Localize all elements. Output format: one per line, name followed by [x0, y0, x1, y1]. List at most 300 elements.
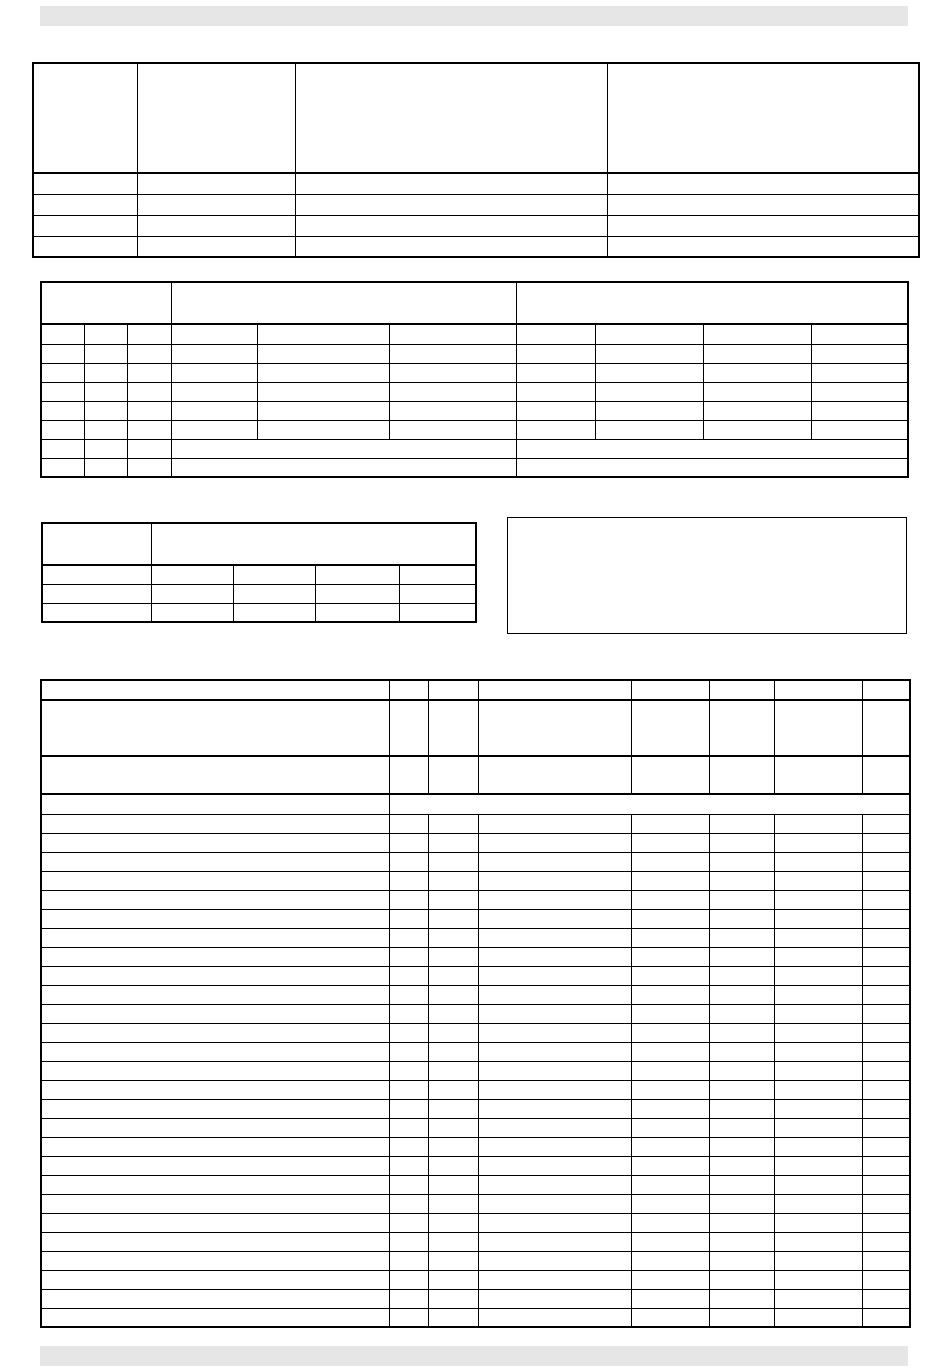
- detail-row-cell: [428, 1042, 478, 1061]
- detail-row-cell: [709, 1061, 774, 1080]
- detail-row-cell: [774, 985, 862, 1004]
- detail-row-cell: [41, 833, 389, 852]
- detail-row-cell: [41, 1251, 389, 1270]
- schedule-merged-row-cell: [171, 458, 516, 477]
- summary-subheader-row-cell: [233, 565, 315, 584]
- detail-row-cell: [709, 1213, 774, 1232]
- schedule-group-header: [171, 282, 516, 324]
- summary-group-header: [151, 523, 476, 565]
- detail-row-cell: [709, 871, 774, 890]
- detail-row-cell: [631, 890, 709, 909]
- detail-row-cell: [774, 909, 862, 928]
- detail-row-cell: [41, 1118, 389, 1137]
- info-row-cell: [33, 194, 137, 215]
- detail-row-cell: [862, 1004, 910, 1023]
- detail-row-cell: [41, 1156, 389, 1175]
- schedule-row-cell: [595, 420, 703, 439]
- schedule-row: [41, 344, 908, 363]
- detail-row-cell: [774, 1080, 862, 1099]
- detail-header-row-cell: [774, 700, 862, 756]
- detail-row: [41, 928, 910, 947]
- schedule-row-cell: [811, 382, 908, 401]
- detail-row: [41, 1213, 910, 1232]
- detail-row-cell: [428, 1156, 478, 1175]
- detail-row: [41, 1194, 910, 1213]
- detail-row-cell: [478, 1004, 631, 1023]
- detail-row-cell: [389, 1175, 428, 1194]
- schedule-subheader-row: [41, 324, 908, 344]
- info-header-cell: [607, 63, 919, 173]
- info-row-cell: [33, 236, 137, 257]
- detail-row-cell: [774, 1156, 862, 1175]
- schedule-row-cell: [257, 344, 389, 363]
- detail-row-cell: [774, 1213, 862, 1232]
- detail-row-cell: [389, 1213, 428, 1232]
- detail-row-cell: [41, 1080, 389, 1099]
- schedule-row-cell: [84, 420, 127, 439]
- schedule-row: [41, 420, 908, 439]
- info-row-cell: [607, 173, 919, 194]
- detail-section-row-cell: [41, 794, 389, 814]
- detail-row-cell: [774, 890, 862, 909]
- detail-row-cell: [41, 909, 389, 928]
- detail-row-cell: [862, 1194, 910, 1213]
- detail-row-cell: [478, 1213, 631, 1232]
- detail-row-cell: [631, 1023, 709, 1042]
- detail-row-cell: [774, 833, 862, 852]
- detail-row-cell: [862, 890, 910, 909]
- detail-row-cell: [631, 1118, 709, 1137]
- detail-row-cell: [41, 1023, 389, 1042]
- detail-row: [41, 1137, 910, 1156]
- detail-row-cell: [709, 1023, 774, 1042]
- detail-row-cell: [428, 833, 478, 852]
- schedule-row-cell: [595, 401, 703, 420]
- detail-row-cell: [709, 1156, 774, 1175]
- detail-row-cell: [478, 1270, 631, 1289]
- detail-row-cell: [428, 1099, 478, 1118]
- schedule-subheader-row-cell: [127, 324, 171, 344]
- schedule-row-cell: [703, 363, 811, 382]
- detail-row-cell: [428, 985, 478, 1004]
- info-row-cell: [137, 194, 295, 215]
- detail-row-cell: [631, 1099, 709, 1118]
- schedule-row-cell: [171, 420, 257, 439]
- detail-row-cell: [428, 947, 478, 966]
- detail-row-cell: [774, 1251, 862, 1270]
- detail-row-cell: [428, 1023, 478, 1042]
- detail-row-cell: [478, 1308, 631, 1327]
- schedule-row-cell: [703, 344, 811, 363]
- detail-row-cell: [862, 1061, 910, 1080]
- detail-header-row-cell: [774, 680, 862, 700]
- detail-row-cell: [389, 1251, 428, 1270]
- schedule-row-cell: [257, 363, 389, 382]
- detail-row-cell: [389, 1289, 428, 1308]
- detail-row-cell: [389, 1308, 428, 1327]
- detail-row-cell: [709, 1251, 774, 1270]
- detail-row-cell: [631, 1194, 709, 1213]
- detail-row-cell: [862, 1023, 910, 1042]
- remarks-box: [507, 517, 907, 634]
- detail-header-row: [41, 700, 910, 756]
- schedule-row-cell: [127, 420, 171, 439]
- detail-section-row: [41, 794, 910, 814]
- detail-row-cell: [774, 966, 862, 985]
- detail-row-cell: [709, 1099, 774, 1118]
- detail-row-cell: [41, 852, 389, 871]
- summary-row-cell: [151, 603, 233, 622]
- detail-row-cell: [631, 985, 709, 1004]
- detail-row-cell: [862, 1137, 910, 1156]
- detail-row-cell: [389, 833, 428, 852]
- detail-row-cell: [631, 1232, 709, 1251]
- detail-header-row-cell: [862, 680, 910, 700]
- summary-subheader-row: [42, 565, 476, 584]
- schedule-row-cell: [516, 344, 595, 363]
- summary-row-cell: [399, 584, 476, 603]
- detail-row-cell: [389, 928, 428, 947]
- detail-row-cell: [774, 947, 862, 966]
- detail-row-cell: [478, 1175, 631, 1194]
- detail-row-cell: [389, 814, 428, 833]
- schedule-row-cell: [811, 401, 908, 420]
- schedule-row-cell: [171, 382, 257, 401]
- info-header-cell: [33, 63, 137, 173]
- detail-row-cell: [428, 890, 478, 909]
- detail-row-cell: [478, 928, 631, 947]
- detail-row-cell: [631, 852, 709, 871]
- detail-row-cell: [428, 909, 478, 928]
- detail-row-cell: [41, 814, 389, 833]
- detail-row-cell: [631, 1289, 709, 1308]
- summary-row-cell: [315, 603, 399, 622]
- detail-row-cell: [862, 1270, 910, 1289]
- detail-header-row-cell: [428, 756, 478, 794]
- detail-row-cell: [774, 1232, 862, 1251]
- detail-row-cell: [389, 1080, 428, 1099]
- detail-row-cell: [709, 985, 774, 1004]
- detail-row-cell: [709, 1137, 774, 1156]
- detail-row-cell: [774, 1289, 862, 1308]
- detail-row-cell: [709, 1194, 774, 1213]
- detail-row-cell: [774, 1137, 862, 1156]
- detail-row-cell: [428, 1137, 478, 1156]
- summary-table: [41, 522, 477, 623]
- detail-row-cell: [41, 947, 389, 966]
- detail-row: [41, 890, 910, 909]
- detail-header-row-cell: [631, 680, 709, 700]
- schedule-row-cell: [811, 420, 908, 439]
- detail-row-cell: [428, 1232, 478, 1251]
- schedule-row-cell: [811, 344, 908, 363]
- schedule-row-cell: [84, 401, 127, 420]
- detail-row: [41, 1308, 910, 1327]
- detail-row-cell: [428, 1061, 478, 1080]
- info-row: [33, 236, 919, 257]
- detail-row-cell: [774, 871, 862, 890]
- detail-row-cell: [478, 947, 631, 966]
- detail-row-cell: [478, 1042, 631, 1061]
- schedule-row-cell: [84, 382, 127, 401]
- detail-header-row-cell: [709, 700, 774, 756]
- schedule-row-cell: [703, 401, 811, 420]
- info-row: [33, 215, 919, 236]
- detail-header-row-cell: [428, 680, 478, 700]
- detail-row-cell: [709, 909, 774, 928]
- detail-row-cell: [478, 1156, 631, 1175]
- detail-row-cell: [389, 947, 428, 966]
- detail-row-cell: [389, 909, 428, 928]
- detail-row: [41, 833, 910, 852]
- schedule-row: [41, 382, 908, 401]
- summary-group-header: [42, 523, 151, 565]
- detail-row: [41, 1289, 910, 1308]
- detail-row-cell: [709, 814, 774, 833]
- detail-row-cell: [428, 1004, 478, 1023]
- detail-row-cell: [631, 1080, 709, 1099]
- detail-row-cell: [41, 1194, 389, 1213]
- detail-row-cell: [389, 1099, 428, 1118]
- detail-row-cell: [862, 985, 910, 1004]
- detail-row-cell: [862, 1099, 910, 1118]
- info-row-cell: [137, 215, 295, 236]
- info-row-cell: [607, 215, 919, 236]
- detail-row-cell: [631, 1270, 709, 1289]
- schedule-subheader-row-cell: [703, 324, 811, 344]
- detail-row-cell: [41, 871, 389, 890]
- schedule-subheader-row-cell: [171, 324, 257, 344]
- info-row-cell: [607, 236, 919, 257]
- summary-row-cell: [233, 603, 315, 622]
- schedule-row-cell: [127, 382, 171, 401]
- detail-header-row-cell: [478, 756, 631, 794]
- schedule-merged-row-cell: [516, 458, 908, 477]
- detail-row-cell: [428, 1194, 478, 1213]
- detail-row-cell: [709, 1270, 774, 1289]
- detail-row-cell: [428, 1289, 478, 1308]
- detail-row-cell: [428, 1080, 478, 1099]
- schedule-row-cell: [389, 420, 516, 439]
- summary-row-cell: [151, 584, 233, 603]
- detail-row-cell: [709, 890, 774, 909]
- detail-header-row-cell: [41, 756, 389, 794]
- detail-row: [41, 966, 910, 985]
- detail-row-cell: [862, 1175, 910, 1194]
- schedule-row-cell: [41, 344, 84, 363]
- detail-row-cell: [389, 966, 428, 985]
- detail-row-cell: [389, 1023, 428, 1042]
- detail-row-cell: [709, 928, 774, 947]
- detail-row: [41, 1156, 910, 1175]
- detail-row-cell: [631, 1251, 709, 1270]
- info-row-cell: [33, 215, 137, 236]
- detail-row-cell: [631, 947, 709, 966]
- info-header-cell: [137, 63, 295, 173]
- detail-row: [41, 909, 910, 928]
- detail-row-cell: [478, 833, 631, 852]
- detail-row-cell: [478, 1080, 631, 1099]
- detail-row-cell: [478, 966, 631, 985]
- detail-table: [40, 679, 911, 1328]
- detail-header-row-cell: [389, 700, 428, 756]
- detail-row-cell: [709, 833, 774, 852]
- schedule-merged-row-cell: [41, 439, 84, 458]
- summary-row-cell: [315, 584, 399, 603]
- schedule-merged-row-cell: [84, 439, 127, 458]
- detail-row-cell: [389, 1194, 428, 1213]
- summary-row: [42, 603, 476, 622]
- detail-row-cell: [774, 1061, 862, 1080]
- detail-row-cell: [631, 1004, 709, 1023]
- detail-row-cell: [631, 1042, 709, 1061]
- detail-row-cell: [631, 928, 709, 947]
- detail-row-cell: [41, 1232, 389, 1251]
- schedule-subheader-row-cell: [257, 324, 389, 344]
- detail-row-cell: [389, 871, 428, 890]
- detail-row-cell: [428, 1213, 478, 1232]
- detail-row-cell: [631, 1061, 709, 1080]
- schedule-row-cell: [389, 382, 516, 401]
- detail-header-row-cell: [41, 680, 389, 700]
- detail-row: [41, 871, 910, 890]
- schedule-row-cell: [127, 344, 171, 363]
- detail-header-row: [41, 680, 910, 700]
- info-row-cell: [295, 194, 607, 215]
- detail-row-cell: [478, 890, 631, 909]
- detail-row-cell: [428, 1308, 478, 1327]
- detail-row-cell: [389, 1042, 428, 1061]
- detail-header-row: [41, 756, 910, 794]
- detail-row-cell: [862, 814, 910, 833]
- detail-row-cell: [774, 1023, 862, 1042]
- detail-row-cell: [631, 1156, 709, 1175]
- detail-section-row-cell: [389, 794, 910, 814]
- detail-row-cell: [631, 966, 709, 985]
- header-band: [40, 6, 908, 26]
- detail-row-cell: [774, 1118, 862, 1137]
- info-row-cell: [137, 173, 295, 194]
- detail-row-cell: [41, 1099, 389, 1118]
- detail-row-cell: [709, 1308, 774, 1327]
- schedule-subheader-row-cell: [41, 324, 84, 344]
- schedule-row-cell: [171, 363, 257, 382]
- detail-row-cell: [428, 871, 478, 890]
- detail-row-cell: [428, 1175, 478, 1194]
- detail-row-cell: [709, 947, 774, 966]
- detail-row: [41, 1118, 910, 1137]
- detail-row-cell: [862, 1308, 910, 1327]
- schedule-subheader-row-cell: [516, 324, 595, 344]
- detail-row-cell: [862, 947, 910, 966]
- detail-row-cell: [862, 1118, 910, 1137]
- detail-row-cell: [41, 928, 389, 947]
- detail-row-cell: [862, 1080, 910, 1099]
- detail-row-cell: [41, 1308, 389, 1327]
- info-row: [33, 194, 919, 215]
- detail-header-row-cell: [862, 756, 910, 794]
- detail-row: [41, 1061, 910, 1080]
- detail-header-row-cell: [709, 756, 774, 794]
- detail-row-cell: [428, 928, 478, 947]
- detail-header-row-cell: [41, 700, 389, 756]
- detail-row-cell: [709, 966, 774, 985]
- info-table: [32, 62, 920, 258]
- detail-row-cell: [862, 852, 910, 871]
- detail-row: [41, 1251, 910, 1270]
- detail-row-cell: [41, 1042, 389, 1061]
- detail-row-cell: [41, 1004, 389, 1023]
- detail-row-cell: [41, 1289, 389, 1308]
- detail-row-cell: [478, 1251, 631, 1270]
- detail-row-cell: [428, 1270, 478, 1289]
- detail-row-cell: [709, 1175, 774, 1194]
- detail-header-row-cell: [428, 700, 478, 756]
- detail-row-cell: [631, 1213, 709, 1232]
- schedule-merged-row-cell: [516, 439, 908, 458]
- detail-row-cell: [478, 852, 631, 871]
- detail-row-cell: [41, 966, 389, 985]
- detail-row-cell: [862, 1251, 910, 1270]
- schedule-row-cell: [84, 344, 127, 363]
- detail-row-cell: [774, 852, 862, 871]
- detail-row-cell: [389, 985, 428, 1004]
- schedule-row-cell: [127, 363, 171, 382]
- detail-row: [41, 1042, 910, 1061]
- detail-row-cell: [631, 1308, 709, 1327]
- schedule-table: [40, 281, 909, 478]
- detail-row-cell: [862, 833, 910, 852]
- info-row-cell: [295, 173, 607, 194]
- detail-row-cell: [862, 1042, 910, 1061]
- schedule-row-cell: [84, 363, 127, 382]
- detail-row-cell: [478, 1289, 631, 1308]
- detail-row-cell: [774, 1308, 862, 1327]
- detail-row-cell: [478, 985, 631, 1004]
- detail-row-cell: [709, 1118, 774, 1137]
- detail-row-cell: [478, 1023, 631, 1042]
- detail-row-cell: [389, 1270, 428, 1289]
- schedule-row-cell: [41, 382, 84, 401]
- detail-row-cell: [389, 1061, 428, 1080]
- schedule-merged-row: [41, 458, 908, 477]
- detail-row-cell: [862, 871, 910, 890]
- detail-row-cell: [428, 852, 478, 871]
- detail-header-row-cell: [862, 700, 910, 756]
- detail-header-row-cell: [631, 756, 709, 794]
- schedule-merged-row-cell: [127, 458, 171, 477]
- schedule-row-cell: [595, 344, 703, 363]
- detail-row-cell: [862, 928, 910, 947]
- detail-row-cell: [478, 871, 631, 890]
- detail-header-row-cell: [389, 680, 428, 700]
- schedule-row-cell: [516, 363, 595, 382]
- detail-row-cell: [41, 985, 389, 1004]
- detail-row-cell: [428, 1118, 478, 1137]
- schedule-row-cell: [595, 382, 703, 401]
- detail-row: [41, 1175, 910, 1194]
- summary-row: [42, 584, 476, 603]
- detail-row-cell: [631, 1175, 709, 1194]
- detail-row-cell: [631, 814, 709, 833]
- detail-row-cell: [774, 928, 862, 947]
- schedule-row-cell: [516, 401, 595, 420]
- detail-row-cell: [862, 1213, 910, 1232]
- schedule-row-cell: [41, 363, 84, 382]
- detail-row: [41, 985, 910, 1004]
- summary-row-cell: [42, 603, 151, 622]
- detail-row-cell: [478, 814, 631, 833]
